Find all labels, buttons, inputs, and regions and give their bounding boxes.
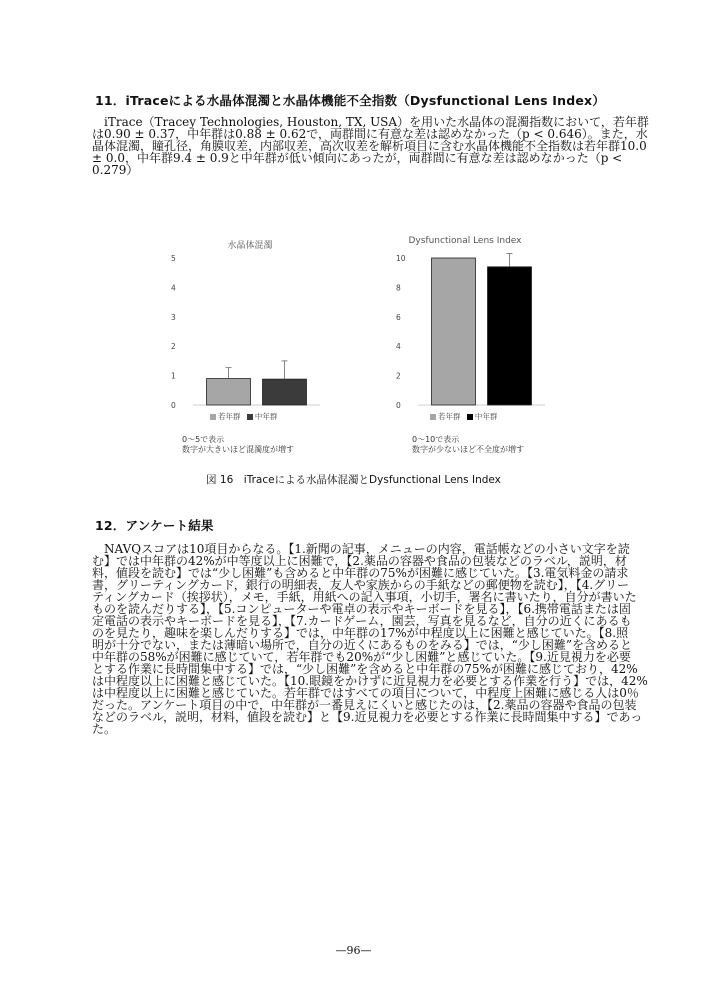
y-tick-label: 4 <box>171 283 176 293</box>
section-12-paragraph <box>92 538 648 736</box>
text-line: とする作業に長時間集中する】では，“少し困難”を含めると中年群の75%が困難に感じており，42% <box>92 662 638 676</box>
y-tick-label: 0 <box>171 401 176 410</box>
text-line: 中年群の58%が困難に感じていて，若年群でも20%が“少し困難”と感じていた。【9.近見視力を必要 <box>92 650 631 664</box>
text-line: 書，グリーティングカード，銀行の明細表，友人や家族からの手紙などの郵便物を読む】，【4.グリー <box>92 578 630 592</box>
text-line: 0.279） <box>92 163 139 177</box>
y-tick-label: 10 <box>396 254 406 263</box>
chart-1-note <box>182 435 294 455</box>
text-line: た。 <box>92 722 117 736</box>
text-line: 明が十分でない，または薄暗い場所で，自分の近くにあるものをみる】では，“少し困難”を含めると <box>92 638 633 652</box>
chart-1-opacity <box>165 250 325 410</box>
legend-swatch-young <box>210 414 216 420</box>
text-line: は中程度以上に困難と感じていた。【10.眼鏡をかけずに近見視力を必要とする作業を行う】では，42% <box>92 674 648 688</box>
y-tick-label: 2 <box>171 342 176 352</box>
section-12-heading: 12．アンケート結果 <box>95 518 214 533</box>
text-line: のを見たり，趣味を楽しんだりする】では，中年群の17%が中程度以上に困難と感じていた。【8.照 <box>92 626 629 640</box>
text-line: 料，値段を読む】では“少し困難”も含めると中年群の75%が困難に感じていた。【3.電気料金の請求 <box>92 566 629 580</box>
chart-2-legend <box>430 411 497 422</box>
legend-swatch-middle <box>467 414 473 420</box>
text-line: などのラベル，説明，材料，値段を読む】と【9.近見視力を必要とする作業に長時間集中する】であっ <box>92 710 643 724</box>
section-11-paragraph <box>92 111 649 177</box>
y-tick-label: 6 <box>396 312 401 322</box>
bar-young <box>432 258 476 405</box>
section-11-heading: 11．iTraceによる水晶体混濁と水晶体機能不全指数（Dysfunctional Lens Index） <box>95 93 606 108</box>
chart-2-dli <box>390 250 550 410</box>
text-line: 定電話の表示やキーボードを見る】，【7.カードゲーム，園芸，写真を見るなど，自分の近くにあるも <box>92 614 632 628</box>
chart-1-note-line: 0〜5で表示 <box>182 435 225 444</box>
text-line: は0.90 ± 0.37，中年群は0.88 ± 0.62で，両群間に有意な差は認めなかった（p < 0.646）。また，水 <box>92 127 648 141</box>
y-tick-label: 3 <box>171 312 176 322</box>
figure-caption: 図 16 iTraceによる水晶体混濁とDysfunctional Lens Index <box>206 474 501 486</box>
text-line: NAVQスコアは10項目からなる。【1.新聞の記事，メニューの内容，電話帳などの小さい文字を読 <box>92 542 630 556</box>
y-tick-label: 5 <box>171 254 176 263</box>
text-line: 晶体混濁，瞳孔径，角膜収差，内部収差，高次収差を解析項目に含む水晶体機能不全指数は若年群10.0 <box>92 139 647 153</box>
text-line: だった。アンケート項目の中で，中年群が一番見えにくいと感じたのは，【2.薬品の容器や食品の包装 <box>92 698 637 712</box>
bar-young <box>207 379 251 405</box>
y-tick-label: 4 <box>396 342 401 352</box>
y-tick-label: 0 <box>396 401 401 410</box>
chart-2-title: Dysfunctional Lens Index <box>408 236 522 246</box>
text-line: は中程度以上に困難と感じていた。若年群ではすべての項目について，中程度上困難に感じる人は0％ <box>92 686 639 700</box>
text-line: ものを読んだりする】，【5.コンピューターや電卓の表示やキーボードを見る】，【6.携帯電話または固 <box>92 602 631 616</box>
chart-2-note-line: 0〜10で表示 <box>412 435 460 444</box>
chart-1-legend <box>210 411 277 422</box>
chart-2-note <box>412 435 524 455</box>
legend-label-young: 若年群 <box>438 412 461 421</box>
bar-middle <box>263 379 307 405</box>
legend-swatch-young <box>430 414 436 420</box>
legend-label-middle: 中年群 <box>254 412 278 421</box>
chart-2-note-line: 数字が少ないほど不全度が増す <box>412 445 524 454</box>
y-tick-label: 1 <box>171 371 176 381</box>
text-line: む】では中年群の42%が中等度以上に困難で，【2.薬品の容器や食品の包装などのラベル，説明，材 <box>92 554 627 568</box>
bar-middle <box>488 267 532 405</box>
legend-swatch-middle <box>247 414 253 420</box>
page-number: —96— <box>335 944 372 957</box>
y-tick-label: 2 <box>396 371 401 381</box>
legend-label-middle: 中年群 <box>474 412 498 421</box>
y-tick-label: 8 <box>396 283 401 293</box>
legend-label-young: 若年群 <box>218 412 241 421</box>
chart-1-title: 水晶体混濁 <box>227 241 273 251</box>
text-line: ± 0.0，中年群9.4 ± 0.9と中年群が低い傾向にあったが，両群間に有意な差は認めなかった（p < <box>92 151 623 165</box>
chart-1-note-line: 数字が大きいほど混濁度が増す <box>182 445 294 454</box>
text-line: iTrace（Tracey Technologies, Houston, TX, USA）を用いた水晶体の混濁指数において，若年群 <box>92 115 649 129</box>
text-line: ティングカード（挨拶状），メモ，手紙，用紙への記入事項，小切手，署名に書いたり，自分が書いた <box>92 590 637 604</box>
